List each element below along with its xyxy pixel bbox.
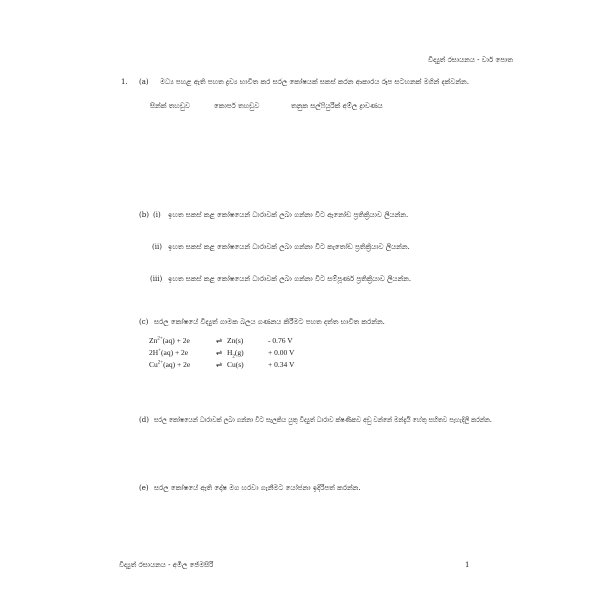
equation-arrow: ⇌ <box>216 336 223 345</box>
equation-potential: + 0.34 V <box>268 360 295 369</box>
part-e-label: (e) <box>139 484 149 492</box>
eq-rhs-sub: 2 <box>232 354 235 360</box>
part-c-label: (c) <box>139 318 149 326</box>
eq-lhs-rest: (aq) + 2e <box>161 348 189 357</box>
eq-lhs-base: Cu <box>149 360 158 369</box>
eq-rhs-rest: (g) <box>234 348 244 357</box>
eq-lhs-charge: 2+ <box>157 360 164 366</box>
equation-row <box>149 336 190 345</box>
item-dilute-acid: තනුක සල්ෆියුරික් අම්ල ද්‍රාවණය <box>291 102 383 110</box>
eq-lhs-charge: + <box>158 348 161 354</box>
item-copper-plate: කොපර් තහඩුව <box>214 102 260 110</box>
part-b-i-label: (i) <box>153 211 161 219</box>
eq-lhs-base: Zn <box>149 336 158 345</box>
eq-lhs-base: 2H <box>149 348 159 357</box>
eq-lhs-charge: 2+ <box>157 336 163 342</box>
equation-potential: + 0.00 V <box>268 348 295 357</box>
eq-rhs-base: H <box>227 348 233 357</box>
part-b-label: (b) <box>139 211 149 219</box>
eq-lhs-rest: (aq) + 2e <box>163 360 191 369</box>
part-d-text: සරල කෝෂයෙන් ධාරාවක් ලබා ගන්නා විට සැලකිය යුතු විද්‍යුත් ධාරාව ක්ෂණිකව අඩු වන්නේ මන්දැයි හේතු සහිතව පැහැදිලි කරන්න. <box>154 416 492 424</box>
page-header: විද්‍යුත් රසායනය - වාර් පොත <box>428 56 513 64</box>
part-b-iii-label: (iii) <box>150 275 163 283</box>
page-number: 1 <box>465 561 470 569</box>
part-a-label: (a) <box>139 78 149 86</box>
eq-rhs-base: Cu(s) <box>227 360 244 369</box>
part-c-text: සරල කෝෂයේ විද්‍යුත් ගාමක බලය ගණනය කිරීමට පහත දත්ත භාවිත කරන්න. <box>154 318 385 326</box>
eq-rhs-base: Zn(s) <box>227 336 244 345</box>
part-a-text: මධ්‍ය පහළ ඇති පහත ද්‍රව්‍ය භාවිත කර සරල කෝෂයක් සකස් කරන ආකාරය රූප සටහනක් මගින් දක්වන්න. <box>160 78 469 86</box>
footer-author: විද්‍යුත් රසායනය - අමිල ජේමසිරි <box>119 561 214 569</box>
part-b-i-text: ඉහත සකස් කළ කෝෂයෙන් ධාරාවක් ලබා ගන්නා විට ඇනෝඩ ප්‍රතික්‍රියාව ලියන්න. <box>168 211 409 219</box>
equation-rhs <box>227 360 244 372</box>
equation-arrow: ⇌ <box>216 348 223 357</box>
part-b-iii-text: ඉහත සකස් කළ කෝෂයෙන් ධාරාවක් ලබා ගන්නා විට සම්පූර්ණ ප්‍රතික්‍රියාව ලියන්න. <box>168 275 412 283</box>
question-number: 1. <box>121 78 128 86</box>
eq-lhs-rest: (aq) + 2e <box>162 336 190 345</box>
item-zinc-plate: සින්ක් තහඩුව <box>150 102 191 110</box>
equation-arrow: ⇌ <box>216 360 223 369</box>
part-b-ii-text: ඉහත සකස් කළ කෝෂයෙන් ධාරාවක් ලබා ගන්නා විට කැතෝඩ ප්‍රතික්‍රියාව ලියන්න. <box>168 243 410 251</box>
equation-potential: - 0.76 V <box>268 336 293 345</box>
equation-row <box>149 348 188 357</box>
equation-rhs <box>227 336 243 348</box>
part-e-text: සරල කෝෂයේ ඇති දෝෂ මග හරවා ගැනීමට යෝජනා ඉදිරිපත් කරන්න. <box>154 484 361 492</box>
equation-row <box>149 360 190 369</box>
equation-rhs <box>227 348 244 360</box>
part-d-label: (d) <box>139 416 149 424</box>
part-b-ii-label: (ii) <box>152 243 162 251</box>
